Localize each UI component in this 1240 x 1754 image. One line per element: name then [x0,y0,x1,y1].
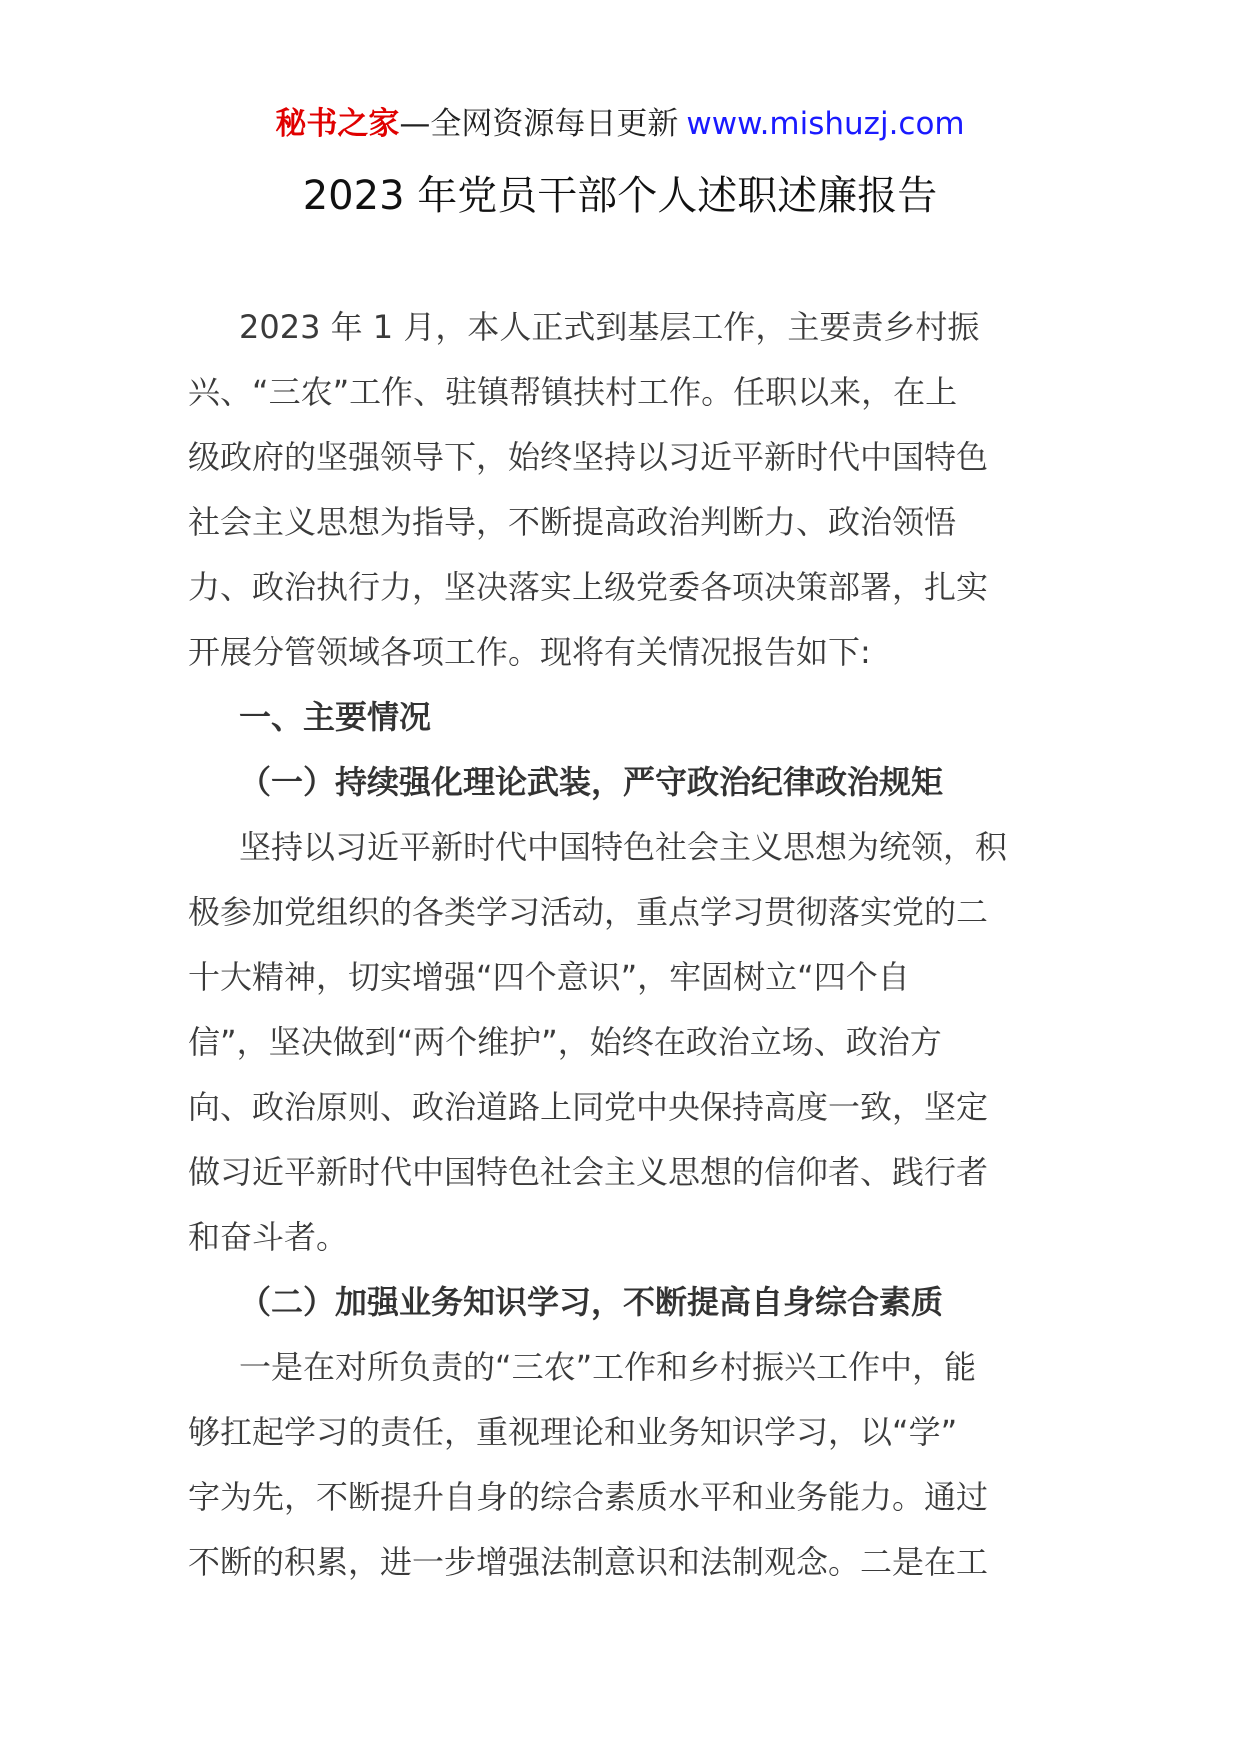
subsection-heading: （二）加强业务知识学习，不断提高自身综合素质 [239,1283,944,1321]
paragraph-line: 力、政治执行力，坚决落实上级党委各项决策部署，扎实 [188,568,989,606]
paragraph-line: 级政府的坚强领导下，始终坚持以习近平新时代中国特色 [188,438,989,476]
paragraph-line: 2023 年 1 月，本人正式到基层工作，主要责乡村振 [239,308,980,346]
paragraph-line: 向、政治原则、政治道路上同党中央保持高度一致，坚定 [188,1088,989,1126]
site-header [0,104,1240,144]
paragraph-line: 和奋斗者。 [188,1218,349,1256]
paragraph-line: 兴、“三农”工作、驻镇帮镇扶村工作。任职以来，在上 [188,373,958,411]
header-slogan: —全网资源每日更新 [399,106,679,142]
paragraph-line: 开展分管领域各项工作。现将有关情况报告如下: [188,633,871,671]
section-heading: 一、主要情况 [239,698,432,736]
site-url-link[interactable]: www.mishuzj.com [686,106,965,142]
paragraph-line: 字为先，不断提升自身的综合素质水平和业务能力。通过 [188,1478,989,1516]
paragraph-line: 信”，坚决做到“两个维护”，始终在政治立场、政治方 [188,1023,942,1061]
paragraph-line: 十大精神，切实增强“四个意识”，牢固树立“四个自 [188,958,910,996]
paragraph-line: 一是在对所负责的“三农”工作和乡村振兴工作中，能 [239,1348,977,1386]
document-title: 2023 年党员干部个人述职述廉报告 [302,173,938,219]
paragraph-line: 不断的积累，进一步增强法制意识和法制观念。二是在工 [188,1543,989,1581]
brand-name: 秘书之家 [275,106,400,142]
paragraph-line: 做习近平新时代中国特色社会主义思想的信仰者、践行者 [188,1153,989,1191]
paragraph-line: 坚持以习近平新时代中国特色社会主义思想为统领，积 [239,828,1008,866]
paragraph-line: 极参加党组织的各类学习活动，重点学习贯彻落实党的二 [188,893,989,931]
paragraph-line: 社会主义思想为指导，不断提高政治判断力、政治领悟 [188,503,957,541]
subsection-heading: （一）持续强化理论武装，严守政治纪律政治规矩 [239,763,944,801]
document-body [188,295,1058,1595]
paragraph-line: 够扛起学习的责任，重视理论和业务知识学习，以“学” [188,1413,958,1451]
